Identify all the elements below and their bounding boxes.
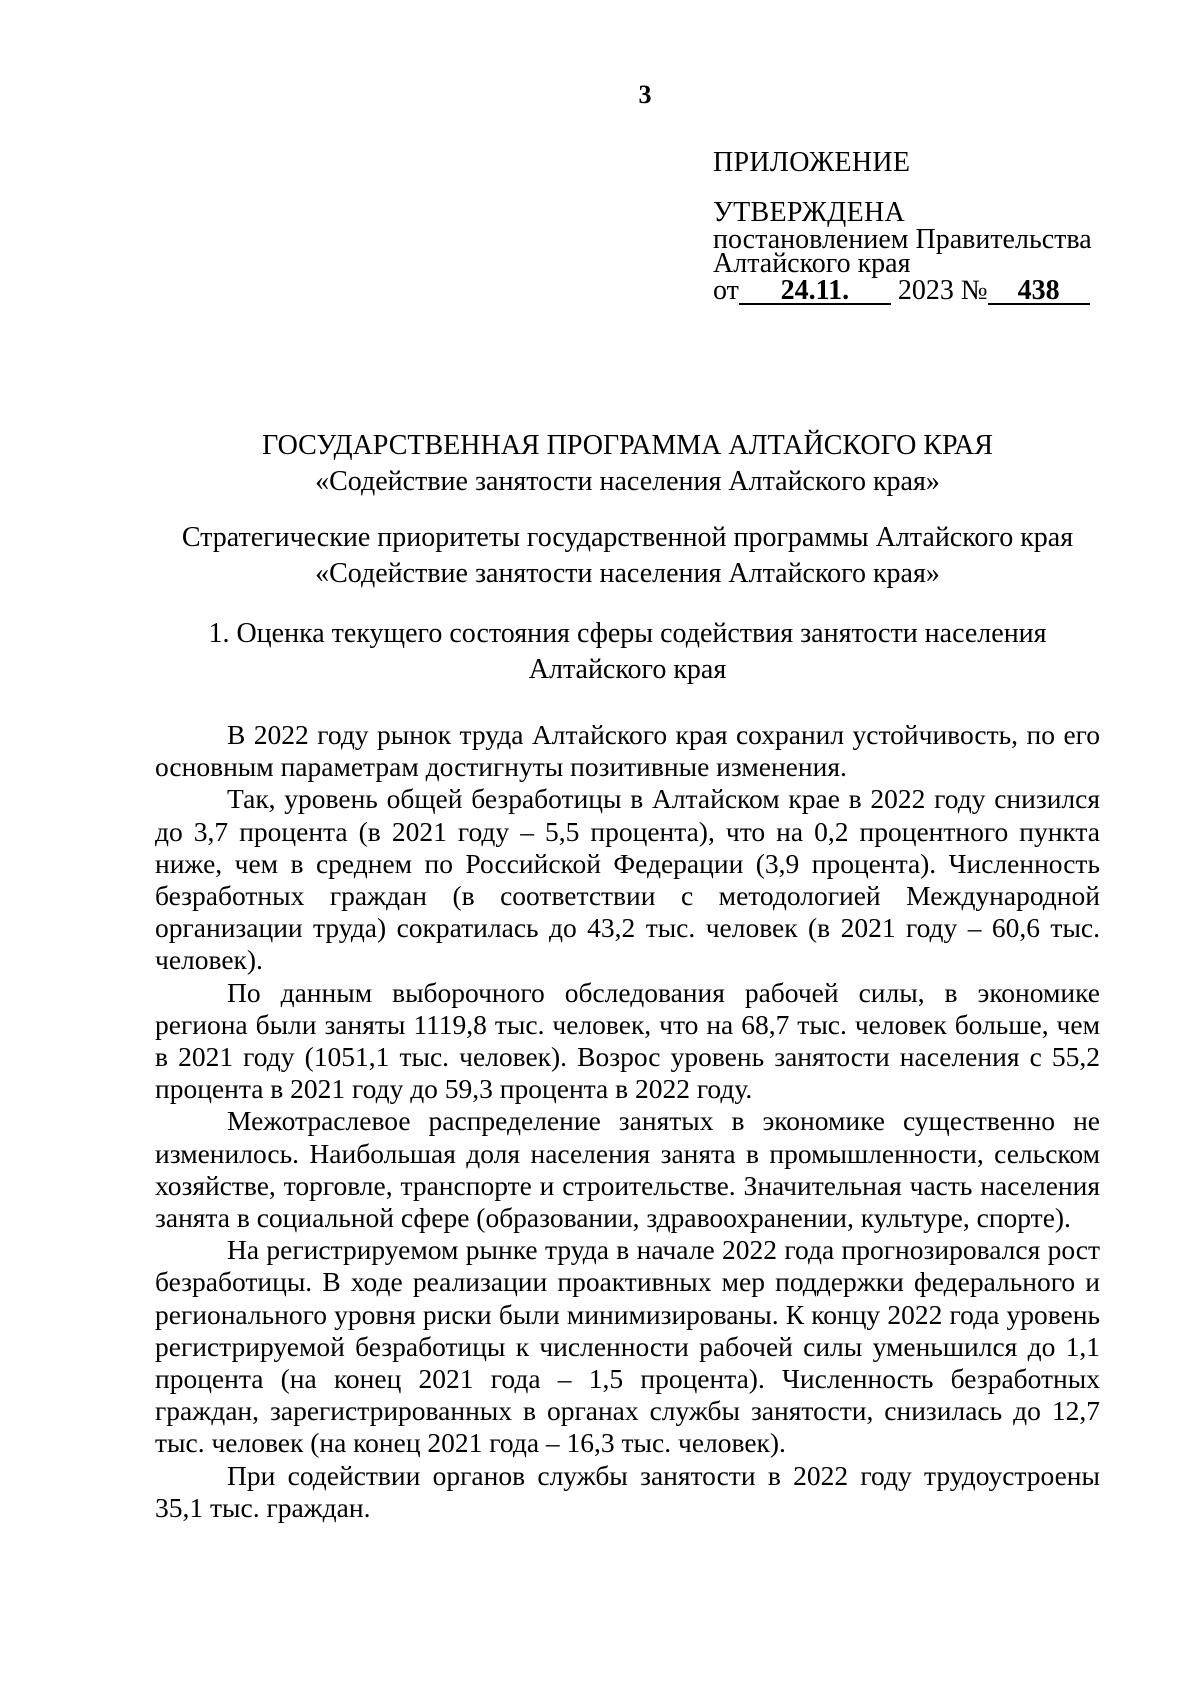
strategy-heading-line2: «Содействие занятости населения Алтайского края» <box>315 558 940 589</box>
approval-date-number-row <box>713 276 1092 306</box>
approved-label: УТВЕРЖДЕНА <box>713 197 906 228</box>
approval-number: 438 <box>988 279 1090 305</box>
page-number: 3 <box>638 80 652 109</box>
program-title <box>150 428 1105 500</box>
paragraph: При содействии органов службы занятости в 2022 году трудоустроены 35,1 тыс. граждан. <box>155 1459 1100 1523</box>
program-title-line1: ГОСУДАРСТВЕННАЯ ПРОГРАММА АЛТАЙСКОГО КРАЯ <box>262 430 993 461</box>
approval-stamp <box>713 148 1092 306</box>
paragraph: По данным выборочного обследования рабочей силы, в экономике региона были заняты 1119,8 тыс. человек, что на 68,7 тыс. человек больше, чем в 2021 году (1051,1 тыс. человек). Возрос уровень занятости населения с 55,2 процента в 2021 году до 59,3 процента в 2022 году. <box>155 976 1100 1105</box>
section-heading <box>150 616 1105 688</box>
section-heading-line1: 1. Оценка текущего состояния сферы содействия занятости населения <box>208 618 1047 649</box>
approval-date: 24.11. <box>739 279 891 305</box>
approval-region: Алтайского края <box>713 248 911 279</box>
approval-authority: постановлением Правительства <box>713 224 1092 255</box>
paragraph: Так, уровень общей безработицы в Алтайском крае в 2022 году снизился до 3,7 процента (в 2021 году – 5,5 процента), что на 0,2 процентного пункта ниже, чем в среднем по Российской Федерации (3,9 процента). Численность безработных граждан (в соответствии с методологией Международной организации труда) сократилась до 43,2 тыс. человек (в 2021 году – 60,6 тыс. человек). <box>155 783 1100 976</box>
approval-year: 2023 <box>897 275 954 306</box>
body-text <box>155 719 1100 1524</box>
strategy-heading <box>150 520 1105 592</box>
paragraph: Межотраслевое распределение занятых в экономике существенно не изменилось. Наибольшая доля населения занята в промышленности, сельском хозяйстве, торговле, транспорте и строительстве. Значительная часть населения занята в социальной сфере (образовании, здравоохранении, культуре, спорте). <box>155 1105 1100 1234</box>
number-label: № <box>960 275 988 306</box>
strategy-heading-line1: Стратегические приоритеты государственной программы Алтайского края <box>181 522 1074 553</box>
paragraph: На регистрируемом рынке труда в начале 2022 года прогнозировался рост безработицы. В ходе реализации проактивных мер поддержки федерального и регионального уровня риски были минимизированы. К концу 2022 года уровень регистрируемой безработицы к численности рабочей силы уменьшился до 1,1 процента (на конец 2021 года – 1,5 процента). Численность безработных граждан, зарегистрированных в органах службы занятости, снизилась до 12,7 тыс. человек (на конец 2021 года – 16,3 тыс. человек). <box>155 1234 1100 1459</box>
appendix-label: ПРИЛОЖЕНИЕ <box>713 147 911 178</box>
section-heading-line2: Алтайского края <box>528 654 727 685</box>
program-title-line2: «Содействие занятости населения Алтайского края» <box>315 466 940 497</box>
from-label: от <box>713 275 739 306</box>
paragraph: В 2022 году рынок труда Алтайского края сохранил устойчивость, по его основным параметрам достигнуты позитивные изменения. <box>155 719 1100 783</box>
